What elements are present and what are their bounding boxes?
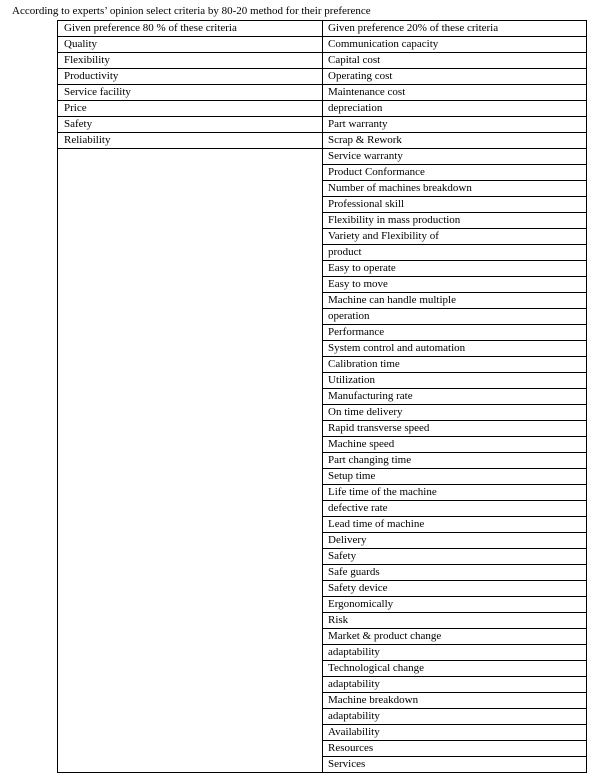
right-criterion: product xyxy=(323,245,586,261)
left-criterion: Quality xyxy=(58,37,322,53)
right-criterion: Manufacturing rate xyxy=(323,389,586,405)
right-criterion: Risk xyxy=(323,613,586,629)
left-criterion: Reliability xyxy=(58,133,322,149)
right-criterion: Resources xyxy=(323,741,586,757)
right-criterion: System control and automation xyxy=(323,341,586,357)
right-criterion: Safety xyxy=(323,549,586,565)
right-criterion: Product Conformance xyxy=(323,165,586,181)
right-criterion: Part changing time xyxy=(323,453,586,469)
right-criterion: Flexibility in mass production xyxy=(323,213,586,229)
right-criterion: Part warranty xyxy=(323,117,586,133)
right-criterion: Safety device xyxy=(323,581,586,597)
right-criterion: Delivery xyxy=(323,533,586,549)
right-criterion: Utilization xyxy=(323,373,586,389)
right-criterion: Calibration time xyxy=(323,357,586,373)
right-criterion: depreciation xyxy=(323,101,586,117)
right-criterion: Rapid transverse speed xyxy=(323,421,586,437)
right-criterion: Maintenance cost xyxy=(323,85,586,101)
right-criterion: adaptability xyxy=(323,677,586,693)
right-criterion: Services xyxy=(328,758,366,770)
right-criterion: Machine can handle multiple xyxy=(323,293,586,309)
right-criterion: defective rate xyxy=(323,501,586,517)
left-criterion: Safety xyxy=(58,117,322,133)
right-criterion: Ergonomically xyxy=(323,597,586,613)
right-criterion: Safe guards xyxy=(323,565,586,581)
right-criterion: Scrap & Rework xyxy=(323,133,586,149)
right-criterion: Lead time of machine xyxy=(323,517,586,533)
right-criterion: Life time of the machine xyxy=(323,485,586,501)
right-criterion: Professional skill xyxy=(323,197,586,213)
right-criterion: Machine breakdown xyxy=(323,693,586,709)
right-criterion: Operating cost xyxy=(323,69,586,85)
criteria-table xyxy=(57,20,587,773)
right-criterion: Machine speed xyxy=(323,437,586,453)
right-criterion: operation xyxy=(323,309,586,325)
right-criterion: Market & product change xyxy=(323,629,586,645)
right-criterion: Service warranty xyxy=(323,149,586,165)
table-caption: According to experts’ opinion select criteria by 80-20 method for their preference xyxy=(12,5,371,17)
right-criterion: Setup time xyxy=(323,469,586,485)
right-criterion: Performance xyxy=(323,325,586,341)
right-criterion: adaptability xyxy=(323,709,586,725)
right-criterion: On time delivery xyxy=(323,405,586,421)
left-criterion: Flexibility xyxy=(58,53,322,69)
right-criterion: Number of machines breakdown xyxy=(323,181,586,197)
right-criterion: adaptability xyxy=(323,645,586,661)
left-criterion: Price xyxy=(58,101,322,117)
right-criterion: Easy to move xyxy=(323,277,586,293)
left-column-header: Given preference 80 % of these criteria xyxy=(58,21,322,37)
right-criterion: Variety and Flexibility of xyxy=(323,229,586,245)
right-criterion: Technological change xyxy=(323,661,586,677)
right-column-header: Given preference 20% of these criteria xyxy=(323,21,586,37)
right-criterion: Capital cost xyxy=(323,53,586,69)
right-criterion: Communication capacity xyxy=(323,37,586,53)
right-criterion: Easy to operate xyxy=(323,261,586,277)
right-criterion: Availability xyxy=(323,725,586,741)
left-criterion: Service facility xyxy=(58,85,322,101)
left-criterion: Productivity xyxy=(58,69,322,85)
